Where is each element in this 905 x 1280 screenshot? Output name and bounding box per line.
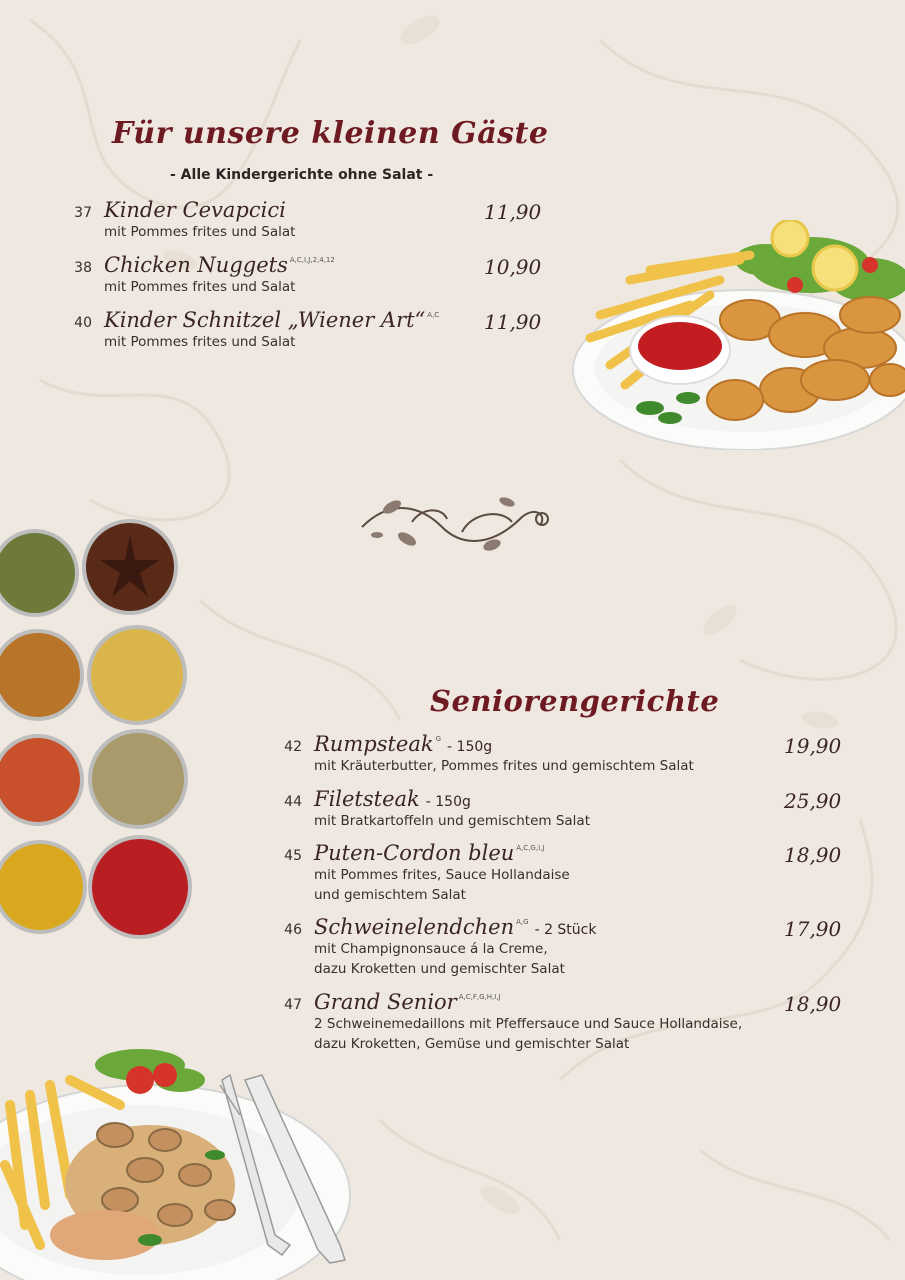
item-description: mit Pommes frites und Salat — [104, 279, 296, 295]
item-name: Filetsteak - 150g — [314, 787, 471, 811]
item-name: Grand Senior $^{A,C,F,G,H,I,J}$ — [314, 990, 501, 1014]
item-number: 45 — [284, 848, 302, 864]
allergen-codes: A,C,I,J,2,4,12 — [289, 256, 335, 264]
item-price: 11,90 — [484, 310, 542, 334]
allergen-codes: A,C — [427, 311, 440, 319]
spice-bowls-image — [0, 515, 205, 945]
kids-section-title: Für unsere kleinen Gäste — [112, 116, 549, 151]
item-description: mit Kräuterbutter, Pommes frites und gemischtem Salat — [314, 758, 694, 774]
item-price: 18,90 — [784, 992, 842, 1016]
item-name: Kinder Cevapcici — [104, 198, 286, 222]
item-description: mit Pommes frites und Salat — [104, 224, 296, 240]
item-name: Puten-Cordon bleu $^{A,C,G,I,J}$ — [314, 841, 545, 865]
item-name: Chicken Nuggets $^{A,C,I,J,2,4,12}$ — [104, 253, 335, 277]
item-price: 10,90 — [484, 255, 542, 279]
item-number: 46 — [284, 922, 302, 938]
allergen-codes: A,C,F,G,H,I,J — [458, 993, 501, 1001]
item-name: Rumpsteak $^G$ - 150g — [314, 732, 493, 756]
item-price: 25,90 — [784, 789, 842, 813]
seniors-section-title: Seniorengerichte — [430, 684, 720, 718]
kids-subtitle: - Alle Kindergerichte ohne Salat - — [170, 167, 434, 183]
menu-item-45 — [284, 841, 844, 905]
item-number: 47 — [284, 997, 302, 1013]
item-description-line2: dazu Kroketten und gemischter Salat — [314, 961, 565, 977]
item-name: Schweinelendchen $^{A,G}$ - 2 Stück — [314, 915, 597, 939]
allergen-codes: A,G — [516, 918, 529, 926]
menu-item-38 — [74, 253, 544, 297]
item-description: 2 Schweinemedaillons mit Pfeffersauce und Sauce Hollandaise, — [314, 1016, 743, 1032]
item-number: 44 — [284, 794, 302, 810]
item-description: mit Pommes frites und Salat — [104, 334, 296, 350]
item-price: 19,90 — [784, 734, 842, 758]
menu-item-40 — [74, 308, 544, 352]
item-price: 18,90 — [784, 843, 842, 867]
menu-item-47 — [284, 990, 844, 1054]
item-price: 17,90 — [784, 917, 842, 941]
menu-item-44 — [284, 787, 844, 831]
item-name: Kinder Schnitzel „Wiener Art“ $^{A,C}$ — [104, 308, 440, 332]
allergen-codes: A,C,G,I,J — [516, 844, 545, 852]
allergen-codes: G — [435, 735, 442, 743]
item-number: 42 — [284, 739, 302, 755]
menu-item-42 — [284, 732, 844, 776]
item-description: mit Pommes frites, Sauce Hollandaise — [314, 867, 570, 883]
schnitzel-plate-image — [0, 1045, 360, 1280]
item-description: mit Bratkartoffeln und gemischtem Salat — [314, 813, 590, 829]
item-description: mit Champignonsauce á la Creme, — [314, 941, 548, 957]
item-number: 38 — [74, 260, 92, 276]
item-price: 11,90 — [484, 200, 542, 224]
menu-item-46 — [284, 915, 844, 979]
menu-item-37 — [74, 198, 544, 242]
item-number: 40 — [74, 315, 92, 331]
item-description-line2: dazu Kroketten, Gemüse und gemischter Salat — [314, 1036, 630, 1052]
item-number: 37 — [74, 205, 92, 221]
floral-ornament-icon — [352, 487, 552, 557]
item-description-line2: und gemischtem Salat — [314, 887, 466, 903]
nuggets-plate-image — [570, 220, 905, 450]
